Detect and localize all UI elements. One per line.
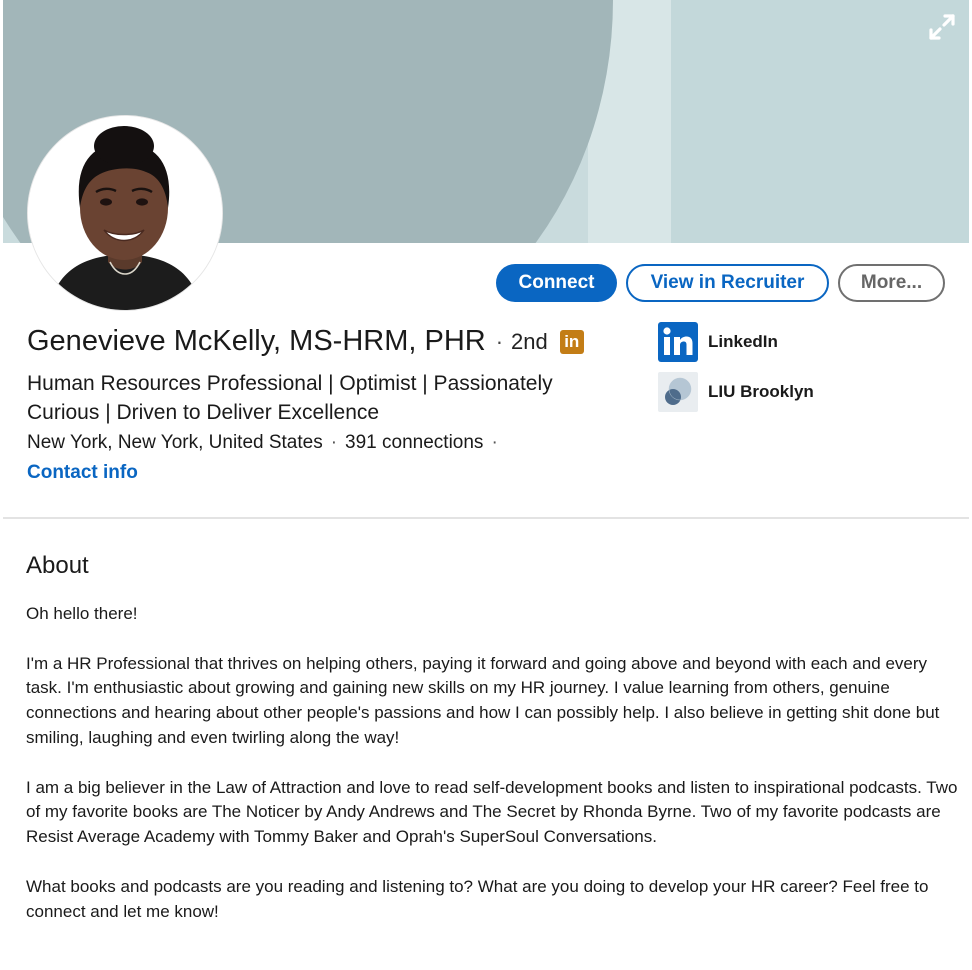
about-heading: About (26, 552, 89, 579)
separator-dot: · (491, 432, 498, 453)
contact-info-link[interactable]: Contact info (27, 462, 138, 483)
more-button[interactable]: More... (838, 264, 945, 302)
connect-button[interactable]: Connect (496, 264, 617, 302)
location-line (27, 432, 506, 454)
profile-location: New York, New York, United States (27, 432, 323, 453)
expand-icon[interactable] (925, 10, 959, 44)
sidebar-item-label: LinkedIn (708, 332, 778, 351)
profile-headline: Human Resources Professional | Optimist | Passionately Curious | Driven to Deliver Excellence (27, 372, 553, 424)
connection-degree: 2nd (511, 328, 548, 354)
school-logo-icon (658, 372, 698, 412)
view-in-recruiter-button[interactable]: View in Recruiter (626, 264, 829, 302)
about-paragraph: I'm a HR Professional that thrives on helping others, paying it forward and going above and beyond with each and every task. I'm enthusiastic about growing and gaining new skills on my HR journey. I value learning from others, genuine connections and hearing about other people's passions and how I can possibly help. I also believe in getting shit done but smiling, laughing and even twirling along the way! (26, 653, 940, 747)
profile-name-line (27, 325, 584, 358)
about-paragraph: I am a big believer in the Law of Attraction and love to read self-development books and listen to inspirational podcasts. Two of my favorite books are The Noticer by Andy Andrews and The Secret by Rhonda Byrne. Two of my favorite podcasts are Resist Average Academy with Tommy Baker and Oprah's SuperSoul Conversations. (26, 777, 958, 847)
connections-count[interactable]: 391 connections (345, 432, 484, 453)
separator-dot: · (330, 432, 338, 453)
about-paragraph: Oh hello there! (26, 604, 138, 623)
about-body (26, 602, 961, 949)
linkedin-logo-icon (658, 322, 698, 362)
sidebar-item-school[interactable] (658, 372, 814, 412)
profile-name: Genevieve McKelly, MS-HRM, PHR (27, 325, 486, 357)
linkedin-premium-icon: in (560, 330, 584, 354)
sidebar-item-label: LIU Brooklyn (708, 382, 814, 401)
degree-separator: · (495, 328, 504, 354)
about-paragraph: What books and podcasts are you reading and listening to? What are you doing to develop your HR career? Feel free to connect and let me know! (26, 876, 929, 921)
sidebar-item-linkedin[interactable] (658, 322, 778, 362)
section-divider (3, 517, 969, 519)
profile-avatar[interactable] (28, 116, 222, 310)
